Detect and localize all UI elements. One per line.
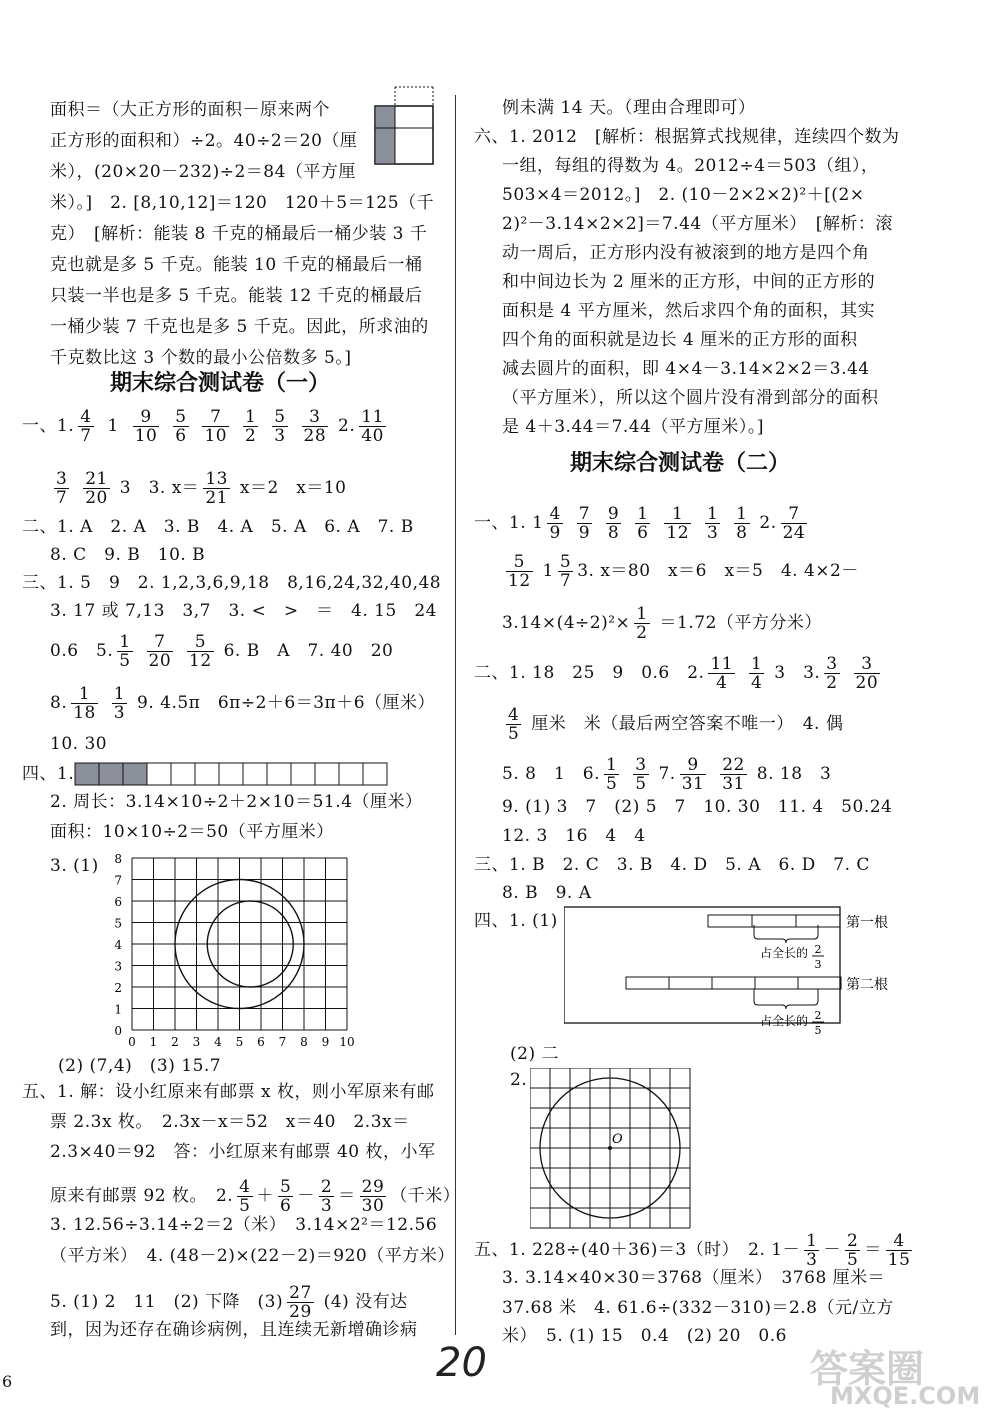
y-tick-label: 2 — [114, 981, 122, 995]
paragraph-line: 正方形的面积和）÷2。40÷2＝20（厘 — [50, 131, 358, 151]
t2-s5-line4: 米） 5. (1) 15 0.4 (2) 20 0.6 — [502, 1326, 787, 1346]
t2-line8: 12. 3 16 4 4 — [502, 826, 646, 846]
fraction: $\frac{27}{29}$ — [289, 1283, 312, 1322]
blank-cell — [219, 763, 243, 785]
s4-line1: 四、1. — [22, 764, 75, 784]
t2-line5: $\frac{4}{5}$ 厘米 米（最后两空答案不唯一） 4. 偶 — [508, 705, 844, 744]
blank-cell — [291, 763, 315, 785]
x-tick-label: 8 — [300, 1035, 308, 1049]
paragraph-line: 503×4＝2012。] 2. (10－2×2×2)²＋[(2× — [502, 185, 865, 205]
fraction: $\frac{1}{3}$ — [113, 684, 126, 723]
s4-line4: 3. (1) — [50, 856, 99, 876]
paragraph-line: 面积是 4 平方厘米，然后求四个角的面积，其实 — [502, 301, 876, 321]
paragraph-line: 克也就是多 5 千克。能装 10 千克的桶最后一桶 — [50, 255, 423, 275]
column-divider — [455, 95, 456, 1335]
fraction: $\frac{2}{3}$ — [320, 1177, 333, 1216]
paragraph-line: 减去圆片的面积，即 4×4－3.14×2×2＝3.44 — [502, 359, 870, 379]
fraction: $\frac{7}{24}$ — [782, 504, 806, 543]
x-tick-label: 4 — [214, 1035, 222, 1049]
y-tick-label: 0 — [114, 1024, 122, 1038]
paragraph-line: 是 4＋3.44＝7.44（平方厘米）。] — [502, 417, 765, 437]
paragraph-line: 一桶少装 7 千克也是多 5 千克。因此，所求油的 — [50, 317, 429, 337]
t2-s5-line2: 3. 3.14×40×30＝3768（厘米） 3768 厘米＝ — [502, 1268, 886, 1288]
fraction: $\frac{1}{5}$ — [119, 632, 131, 671]
shaded-strip — [74, 762, 400, 786]
bar-frac1-den: 3 — [814, 958, 822, 971]
circle-center-label: O — [612, 1132, 623, 1147]
y-tick-label: 4 — [114, 938, 122, 952]
blank-cell — [363, 763, 387, 785]
bar2-segment — [755, 977, 798, 989]
fraction: $\frac{5}{3}$ — [274, 407, 286, 446]
fraction: $\frac{9}{8}$ — [607, 504, 620, 543]
shaded-cell — [75, 763, 99, 785]
t2-s4-line2: (2) 二 — [510, 1044, 559, 1064]
paragraph-line: （平方厘米），所以这个圆片没有滑到部分的面积 — [502, 388, 879, 408]
bar2-segment — [712, 977, 755, 989]
paragraph-line: 六、1. 2012 [解析：根据算式找规律，连续四个数为 — [474, 127, 900, 147]
fraction: $\frac{7}{20}$ — [148, 632, 172, 671]
y-tick-label: 7 — [114, 873, 122, 888]
s3-line3: 0.6 5. $\frac{1}{5}$ $\frac{7}{20}$ $\frac{5}{12}$ 6. B A 7. 40 20 — [50, 632, 394, 671]
fraction: $\frac{1}{5}$ — [605, 755, 618, 794]
blank-cell — [243, 763, 267, 785]
left-edge-number: 6 — [2, 1372, 13, 1391]
s1-line1: 一、1. $\frac{4}{7}$ 1 $\frac{9}{10}$ $\frac{5}{6}$ $\frac{7}{10}$ $\frac{1}{2}$ $\frac{5}{3}$ $\frac{3}{28}$ 2. $\frac{11}{40}$ — [22, 407, 384, 446]
fraction: $\frac{7}{9}$ — [578, 504, 591, 543]
t2-line1: 一、1. 1 $\frac{4}{9}$ $\frac{7}{9}$ $\frac{9}{8}$ $\frac{1}{6}$ $\frac{1}{12}$ $\frac{1}{3}$ $\frac{1}{8}$ 2. $\frac{7}{24}$ — [474, 504, 806, 543]
fraction: $\frac{1}{3}$ — [806, 1231, 818, 1270]
s2-line2: 8. C 9. B 10. B — [50, 545, 206, 565]
y-tick-label: 1 — [114, 1002, 122, 1017]
x-tick-label: 1 — [149, 1035, 158, 1049]
fraction: $\frac{3}{2}$ — [826, 654, 838, 693]
fraction: 1 — [107, 416, 119, 436]
bar1-segment — [708, 915, 752, 927]
fraction: $\frac{11}{40}$ — [361, 407, 384, 446]
fraction: $\frac{5}{7}$ — [559, 552, 572, 591]
fraction: $\frac{11}{4}$ — [710, 654, 734, 693]
x-tick-label: 0 — [128, 1035, 136, 1049]
s4-line2: 2. 周长：3.14×10÷2＋2×10＝51.4（厘米） — [50, 792, 423, 812]
t2-line3: 3.14×(4÷2)²× $\frac{1}{2}$ ＝1.72（平方分米） — [502, 604, 822, 643]
fraction: $\frac{4}{5}$ — [239, 1177, 251, 1216]
watermark-url: MXQE.COM — [830, 1382, 981, 1410]
bar1-segment — [752, 915, 796, 927]
blank-cell — [171, 763, 195, 785]
paragraph-line: 米）。] 2. [8,10,12]＝120 120＋5＝125（千 — [50, 193, 435, 213]
x-tick-label: 7 — [278, 1035, 287, 1049]
fraction: $\frac{3}{5}$ — [635, 755, 647, 794]
t2-line7: 9. (1) 3 7 (2) 5 7 10. 30 11. 4 50.24 — [502, 797, 893, 817]
fraction: $\frac{13}{21}$ — [205, 469, 228, 508]
x-tick-label: 5 — [235, 1035, 244, 1049]
watermark-logo: 答案圈 — [810, 1347, 925, 1391]
fraction: $\frac{1}{6}$ — [637, 504, 649, 543]
test2-title: 期末综合测试卷（二） — [570, 451, 791, 476]
paragraph-line: 一组，每组的得数为 4。2012÷4＝503（组）， — [502, 156, 879, 176]
s4-line3: 面积：10×10÷2＝50（平方厘米） — [50, 822, 334, 842]
paragraph-line: 面积＝（大正方形的面积－原来两个 — [50, 100, 330, 120]
t2-s4-line3: 2. — [510, 1070, 528, 1090]
blank-cell — [315, 763, 339, 785]
s5-line6: （平方米） 4. (48－2)×(22－2)＝920（平方米） — [50, 1246, 455, 1266]
fraction: $\frac{4}{5}$ — [508, 705, 520, 744]
fraction: $\frac{5}{12}$ — [508, 552, 531, 591]
bar2-segment — [669, 977, 712, 989]
t2-line6: 5. 8 1 6. $\frac{1}{5}$ $\frac{3}{5}$ 7. $\frac{9}{31}$ $\frac{22}{31}$ 8. 18 3 — [502, 755, 832, 794]
fraction: $\frac{9}{31}$ — [681, 755, 705, 794]
t2-s3-line1: 三、1. B 2. C 3. B 4. D 5. A 6. D 7. C — [474, 855, 870, 875]
fraction: $\frac{1}{2}$ — [245, 407, 257, 446]
squares-figure — [374, 86, 436, 166]
paragraph-line: 和中间边长为 2 厘米的正方形，中间的正方形的 — [502, 272, 876, 292]
fraction: $\frac{1}{3}$ — [706, 504, 719, 543]
fraction: $\frac{3}{20}$ — [855, 654, 879, 693]
fraction: $\frac{4}{15}$ — [887, 1231, 911, 1270]
shaded-cell — [99, 763, 123, 785]
paragraph-line: 克） [解析：能装 8 千克的桶最后一桶少装 3 千 — [50, 224, 428, 244]
bar-caption-1: 占全长的 — [760, 946, 809, 960]
x-tick-label: 10 — [339, 1035, 355, 1049]
fraction: $\frac{1}{4}$ — [751, 654, 763, 693]
fraction: $\frac{3}{7}$ — [56, 469, 68, 508]
fraction: $\frac{29}{30}$ — [361, 1177, 385, 1216]
paragraph-line: 动一周后，正方形内没有被滚到的地方是四个角 — [502, 243, 870, 263]
bar-caption-2: 占全长的 — [760, 1014, 809, 1028]
bar-frac2-den: 5 — [814, 1024, 822, 1035]
paragraph-line: 只装一半也是多 5 千克。能装 12 千克的桶最后 — [50, 286, 423, 306]
t2-s4-line1: 四、1. (1) — [474, 911, 558, 931]
y-tick-label: 5 — [114, 916, 122, 931]
circle-grid — [530, 1068, 692, 1230]
x-tick-label: 9 — [321, 1035, 330, 1049]
fraction: $\frac{4}{7}$ — [80, 407, 92, 446]
bar-frac1-num: 2 — [814, 943, 822, 956]
bar-label-2: 第二根 — [846, 977, 888, 993]
coordinate-grid — [102, 852, 392, 1052]
fraction: $\frac{1}{18}$ — [73, 684, 96, 723]
s3-line2: 3. 17 或 7,13 3,7 3. < > ＝ 4. 15 24 — [50, 601, 437, 621]
bar-frac2-num: 2 — [814, 1009, 822, 1022]
y-tick-label: 6 — [114, 895, 122, 909]
bar2-segment — [626, 977, 669, 989]
shaded-cell — [123, 763, 147, 785]
s3-line1: 三、1. 5 9 2. 1,2,3,6,9,18 8,16,24,32,40,48 — [22, 573, 442, 593]
paragraph-line: 2)²－3.14×2×2]＝7.44（平方厘米） [解析：滚 — [502, 214, 893, 234]
x-tick-label: 6 — [257, 1035, 265, 1049]
fraction: $\frac{1}{2}$ — [636, 604, 648, 643]
x-tick-label: 2 — [171, 1035, 179, 1049]
fraction: $\frac{1}{8}$ — [736, 504, 748, 543]
bar-diagram — [564, 905, 934, 1035]
s3-line5: 10. 30 — [50, 734, 108, 754]
fraction: $\frac{1}{12}$ — [666, 504, 690, 543]
paragraph-line: 例未满 14 天。（理由合理即可） — [502, 98, 756, 118]
fraction: $\frac{2}{5}$ — [846, 1231, 859, 1270]
t2-line2: $\frac{5}{12}$ 1 $\frac{5}{7}$ 3. x＝80 x＝6 x＝5 4. 4×2－ — [508, 552, 859, 591]
fraction: $\frac{7}{10}$ — [204, 407, 228, 446]
fraction: $\frac{9}{10}$ — [134, 407, 158, 446]
s5-line1: 五、1. 解：设小红原来有邮票 x 枚，则小军原来有邮 — [22, 1082, 435, 1102]
paragraph-line: 千克数比这 3 个数的最小公倍数多 5。] — [50, 348, 352, 368]
blank-cell — [147, 763, 171, 785]
bar-label-1: 第一根 — [846, 915, 888, 931]
s5-line7: 5. (1) 2 11 (2) 下降 (3) $\frac{27}{29}$ (4) 没有达 — [50, 1283, 408, 1322]
test1-title: 期末综合测试卷（一） — [110, 371, 331, 396]
x-tick-label: 3 — [192, 1035, 201, 1049]
s5-line5: 3. 12.56÷3.14÷2＝2（米） 3.14×2²＝12.56 — [50, 1215, 438, 1235]
blank-cell — [339, 763, 363, 785]
t2-s5-line3: 37.68 米 4. 61.6÷(332－310)＝2.8（元/立方 — [502, 1298, 894, 1318]
t2-s3-line2: 8. B 9. A — [502, 883, 592, 903]
fraction: $\frac{3}{28}$ — [303, 407, 327, 446]
s5-line8: 到，因为还存在确诊病例，且连续无新增确诊病 — [50, 1320, 418, 1340]
y-tick-label: 8 — [114, 852, 122, 866]
paragraph-line: 四个角的面积就是边长 4 厘米的正方形的面积 — [502, 330, 858, 350]
fraction: $\frac{21}{20}$ — [85, 469, 108, 508]
t2-line4: 二、1. 18 25 9 0.6 2. $\frac{11}{4}$ $\frac{1}{4}$ 3 3. $\frac{3}{2}$ $\frac{3}{20}$ — [474, 654, 879, 693]
fraction: $\frac{5}{12}$ — [189, 632, 212, 671]
fraction: $\frac{22}{31}$ — [722, 755, 745, 794]
paragraph-line: 米），(20×20－232)÷2＝84（平方厘 — [50, 162, 356, 182]
s2-line1: 二、1. A 2. A 3. B 4. A 5. A 6. A 7. B — [22, 517, 414, 537]
blank-cell — [267, 763, 291, 785]
t2-s5-line1: 五、1. 228÷(40＋36)＝3（时） 2. 1－ $\frac{1}{3}$ － $\frac{2}{5}$ ＝ $\frac{4}{15}$ — [474, 1231, 911, 1270]
s5-line2: 票 2.3x 枚。 2.3x－x＝52 x＝40 2.3x＝ — [50, 1112, 410, 1132]
fraction: $\frac{5}{6}$ — [280, 1177, 292, 1216]
fraction: $\frac{4}{9}$ — [549, 504, 561, 543]
fraction: $\frac{5}{6}$ — [175, 407, 187, 446]
s5-line4: 原来有邮票 92 枚。 2. $\frac{4}{5}$ ＋ $\frac{5}{6}$ － $\frac{2}{3}$ ＝ $\frac{29}{30}$ （千米） — [50, 1177, 461, 1216]
s3-line4: 8. $\frac{1}{18}$ $\frac{1}{3}$ 9. 4.5π 6π÷2＋6＝3π＋6（厘米） — [50, 684, 436, 723]
s5-line3: 2.3×40＝92 答：小红原来有邮票 40 枚，小军 — [50, 1142, 436, 1162]
s4-line5: (2) (7,4) (3) 15.7 — [58, 1056, 222, 1076]
y-tick-label: 3 — [114, 959, 122, 974]
page-number: 20 — [436, 1340, 487, 1386]
s1-line2: $\frac{3}{7}$ $\frac{21}{20}$ 3 3. x＝ $\frac{13}{21}$ x＝2 x＝10 — [56, 469, 347, 508]
blank-cell — [195, 763, 219, 785]
bar2-segment — [798, 977, 841, 989]
